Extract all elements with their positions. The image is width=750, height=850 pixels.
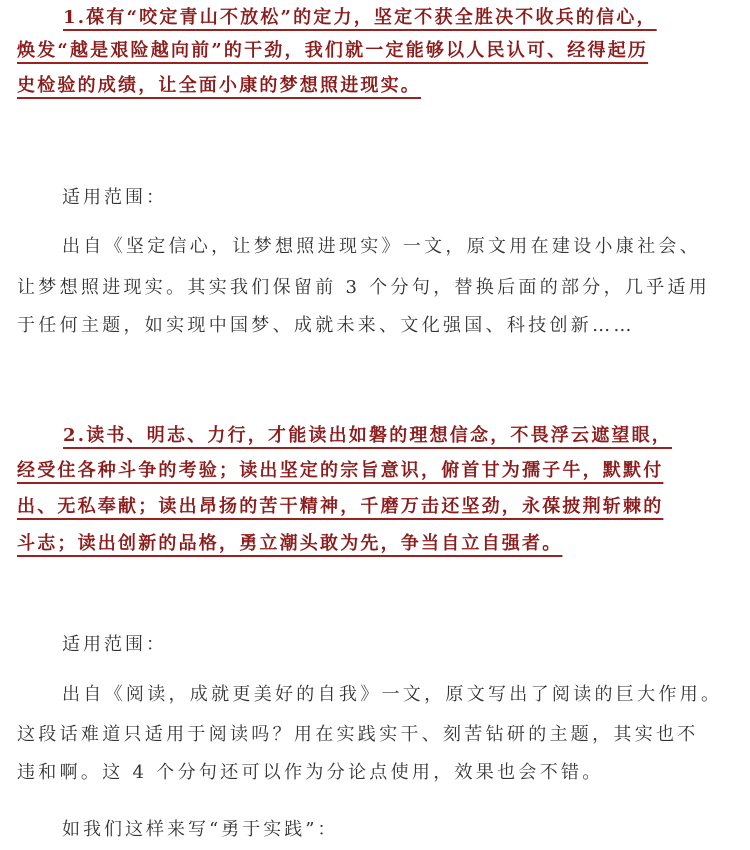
usage-scope-1-line-1: 出自《坚定信心，让梦想照进现实》一文，原文用在建设小康社会、: [62, 236, 701, 257]
usage-scope-2-line-1: 出自《阅读，成就更美好的自我》一文，原文写出了阅读的巨大作用。: [62, 684, 723, 705]
usage-scope-2-line-2: 这段话难道只适用于阅读吗？用在实践实干、刻苦钻研的主题，其实也不: [17, 724, 699, 745]
example-intro: 如我们这样来写“勇于实践”：: [62, 819, 339, 840]
usage-scope-label: 适用范围：: [62, 187, 167, 208]
usage-scope-2-line-3: 违和啊。这 4 个分句还可以作为分论点使用，效果也会不错。: [17, 762, 604, 783]
quote-2-line-1: 2.读书、明志、力行，才能读出如磐的理想信念，不畏浮云遮望眼，: [63, 425, 672, 446]
quote-2-line-4: 斗志；读出创新的品格，勇立潮头敢为先，争当自立自强者。: [17, 533, 563, 554]
quote-2-line-3: 出、无私奉献；读出昂扬的苦干精神，千磨万击还坚劲，永葆披荆斩棘的: [17, 496, 664, 517]
usage-scope-1-line-2: 让梦想照进现实。其实我们保留前 3 个分句，替换后面的部分，几乎适用: [17, 277, 711, 298]
quote-1-line-2: 焕发“越是艰险越向前”的干劲，我们就一定能够以人民认可、经得起历: [17, 40, 649, 61]
quote-2-line-2: 经受住各种斗争的考验；读出坚定的宗旨意识，俯首甘为孺子牛，默默付: [17, 460, 664, 481]
quote-1-line-1: 1.葆有“咬定青山不放松”的定力，坚定不获全胜决不收兵的信心，: [63, 7, 657, 28]
usage-scope-label: 适用范围：: [62, 634, 167, 655]
quote-1-line-3: 史检验的成绩，让全面小康的梦想照进现实。: [17, 75, 421, 96]
usage-scope-1-line-3: 于任何主题，如实现中国梦、成就未来、文化强国、科技创新……: [17, 315, 635, 336]
